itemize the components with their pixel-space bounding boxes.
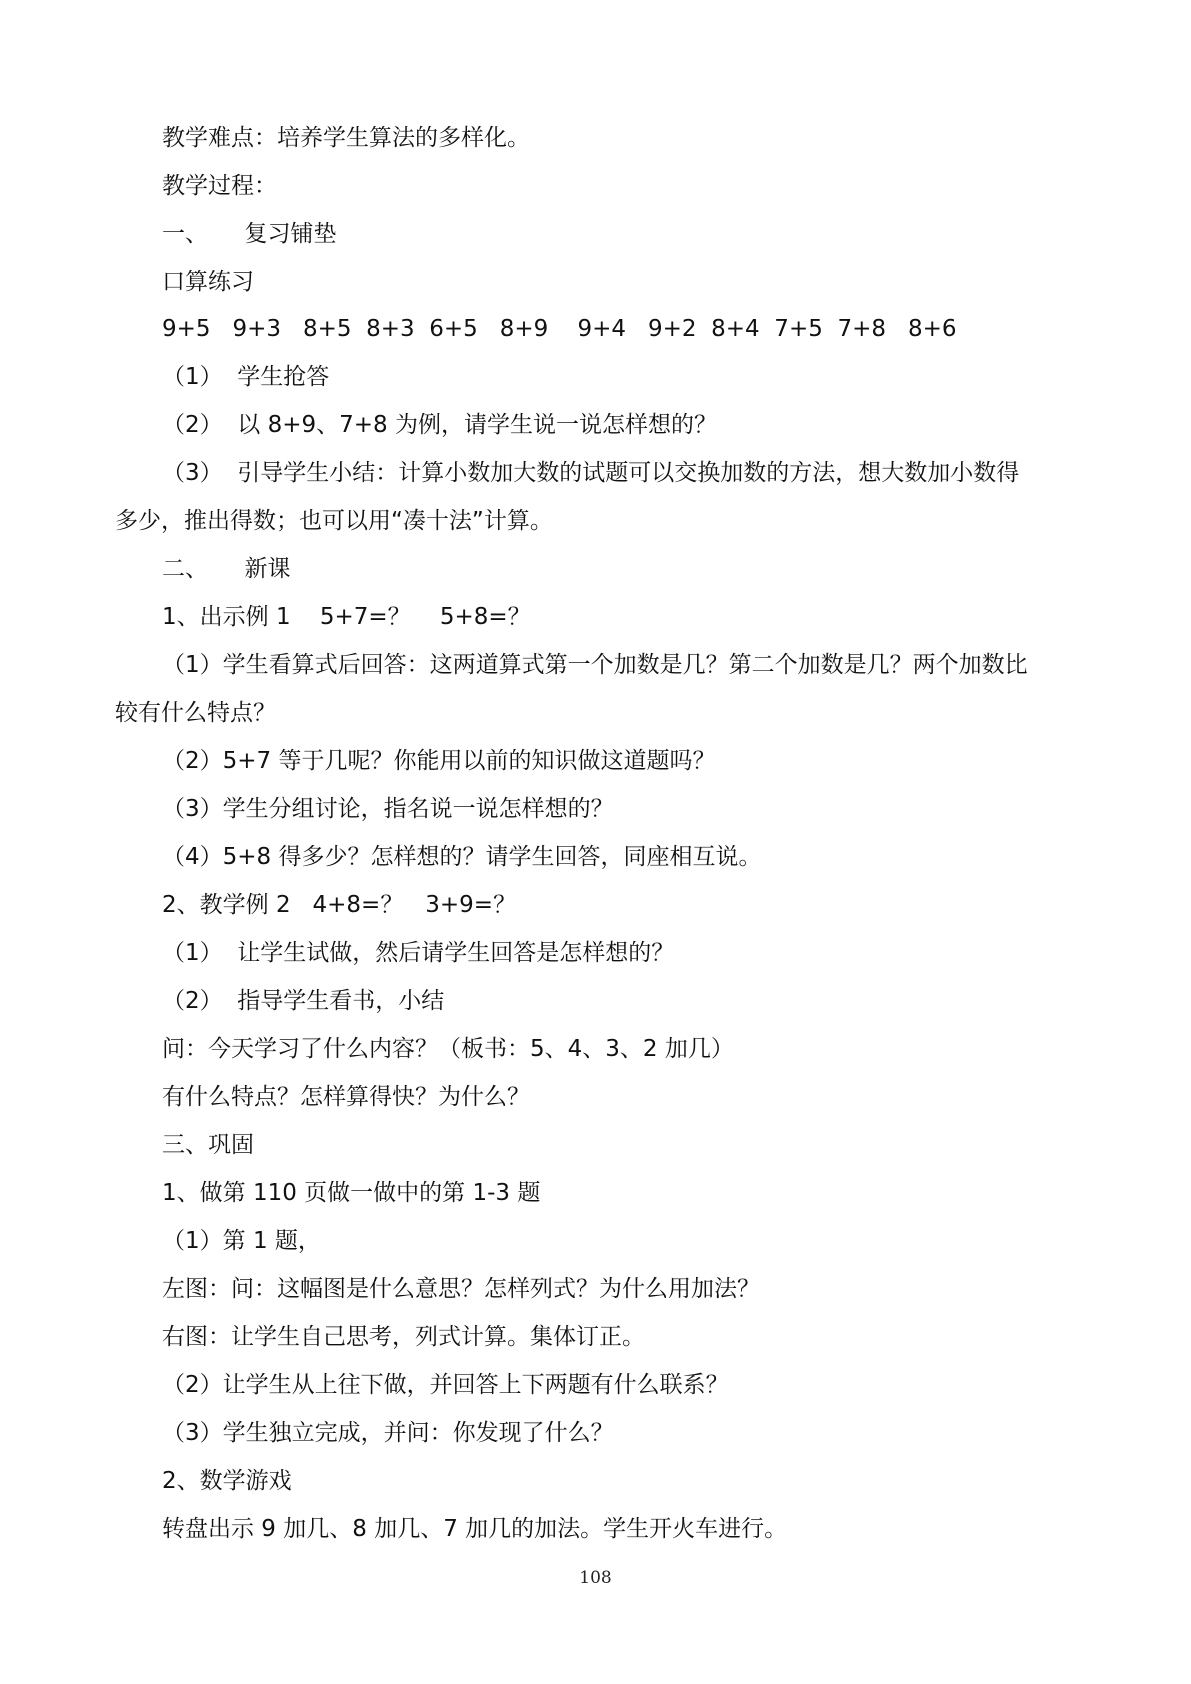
text-line: 转盘出示 9 加几、8 加几、7 加几的加法。学生开火车进行。 [162, 1516, 788, 1542]
section-heading: 三、巩固 [162, 1132, 254, 1158]
text-line: （2）5+7 等于几呢？你能用以前的知识做这道题吗？ [162, 748, 716, 774]
text-line: （3） 引导学生小结：计算小数加大数的试题可以交换加数的方法，想大数加小数得 [162, 460, 1020, 486]
text-line: （1）第 1 题， [162, 1228, 321, 1254]
text-line: （4）5+8 得多少？怎样想的？请学生回答，同座相互说。 [162, 844, 762, 870]
text-line: （1） 学生抢答 [162, 364, 330, 390]
text-line: 较有什么特点？ [115, 700, 276, 726]
text-line: 有什么特点？怎样算得快？为什么？ [162, 1084, 530, 1110]
text-line: 左图：问：这幅图是什么意思？怎样列式？为什么用加法？ [162, 1276, 760, 1302]
text-line: 2、教学例 2 4+8=？ 3+9=？ [162, 892, 517, 918]
text-line: 1、做第 110 页做一做中的第 1-3 题 [162, 1180, 541, 1206]
text-line: 教学难点：培养学生算法的多样化。 [162, 125, 530, 151]
text-line: （1） 让学生试做，然后请学生回答是怎样想的？ [162, 940, 675, 966]
text-line: 2、数学游戏 [162, 1468, 292, 1494]
text-line: 1、出示例 1 5+7=？ 5+8=？ [162, 604, 531, 630]
text-line: （3）学生独立完成，并问：你发现了什么？ [162, 1420, 614, 1446]
text-line: （2） 指导学生看书，小结 [162, 988, 445, 1014]
text-line: （2） 以 8+9、7+8 为例，请学生说一说怎样想的？ [162, 412, 717, 438]
text-line: 教学过程： [162, 173, 277, 199]
text-line: 多少，推出得数；也可以用“凑十法”计算。 [115, 508, 553, 534]
text-line: （3）学生分组讨论，指名说一说怎样想的？ [162, 796, 614, 822]
text-line: （2）让学生从上往下做，并回答上下两题有什么联系？ [162, 1372, 729, 1398]
text-line: 问：今天学习了什么内容？（板书：5、4、3、2 加几） [162, 1036, 734, 1062]
section-heading: 二、 新课 [162, 556, 291, 582]
section-heading: 一、 复习铺垫 [162, 221, 337, 247]
text-line: 右图：让学生自己思考，列式计算。集体订正。 [162, 1324, 645, 1350]
page-number: 108 [579, 1568, 612, 1588]
text-line: 口算练习 [162, 269, 254, 295]
text-line: （1）学生看算式后回答：这两道算式第一个加数是几？第二个加数是几？两个加数比 [162, 652, 1028, 678]
text-line: 9+5 9+3 8+5 8+3 6+5 8+9 9+4 9+2 8+4 7+5 7+8 8+6 [162, 316, 957, 342]
